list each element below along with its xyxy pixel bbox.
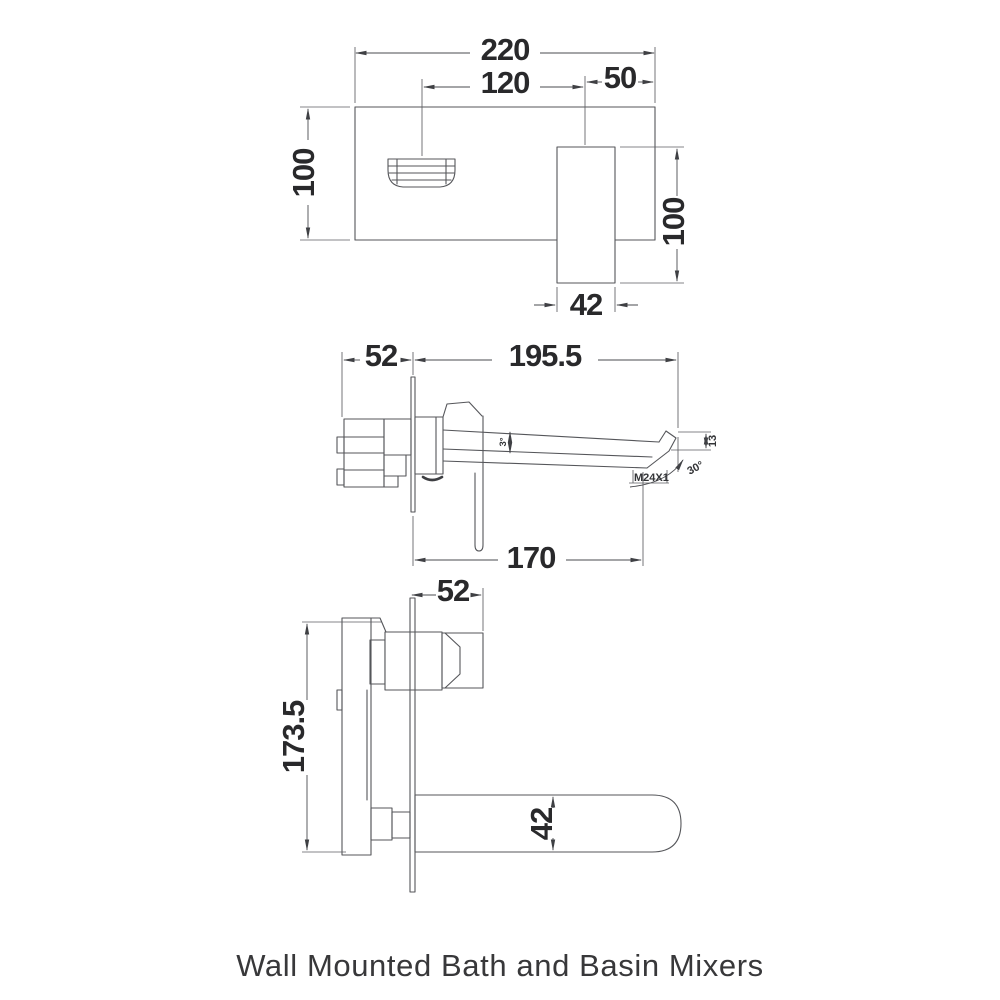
- dim-plate-height: [286, 107, 350, 240]
- concealed-valve-body: [337, 419, 411, 487]
- side-view-bath: [276, 573, 681, 892]
- handle-front-outline: [557, 147, 615, 283]
- dim-handle-offset: [585, 60, 653, 145]
- side-view-basin: [337, 338, 719, 575]
- dim-spout-reach-label: 195.5: [508, 338, 582, 373]
- dim-tip-height-label: 13: [707, 434, 719, 448]
- dim-basin-wall-depth: [342, 338, 413, 417]
- dim-bath-spout-height: [524, 797, 559, 850]
- dim-spout-offset-label: 120: [480, 65, 530, 100]
- dim-tip-angle-label: 30°: [685, 459, 706, 478]
- dim-spout-slope-label: 3°: [498, 437, 509, 447]
- dim-body-height: [276, 622, 382, 852]
- dim-bath-wall-depth-label: 52: [436, 573, 470, 608]
- spout-side-profile: [443, 430, 676, 468]
- dim-body-height-label: 173.5: [276, 700, 311, 774]
- dim-handle-offset-label: 50: [603, 60, 637, 95]
- dim-underside-reach-label: 170: [506, 540, 556, 575]
- dim-underside-reach: [413, 472, 643, 575]
- dim-handle-height-label: 100: [656, 197, 691, 247]
- dim-basin-wall-depth-label: 52: [364, 338, 398, 373]
- dim-bath-wall-depth: [412, 573, 483, 631]
- dim-plate-width-label: 220: [480, 32, 530, 67]
- front-view: [286, 32, 691, 322]
- dim-bath-spout-height-label: 42: [524, 807, 559, 841]
- dim-plate-height-label: 100: [286, 148, 321, 198]
- dim-spout-slope: [498, 432, 510, 453]
- valve-profile-bath: [385, 632, 483, 690]
- dim-handle-width: [534, 287, 638, 322]
- plate-edge: [411, 377, 415, 512]
- aerator-thread-callout: [629, 470, 669, 484]
- aerator-thread-label: M24X1: [634, 472, 669, 484]
- dim-spout-offset: [422, 65, 583, 156]
- dim-handle-width-label: 42: [569, 287, 603, 322]
- spout-front-outline: [388, 159, 455, 187]
- dim-spout-reach: [415, 338, 678, 472]
- drawing-caption: Wall Mounted Bath and Basin Mixers: [236, 948, 764, 983]
- valve-and-lever: [415, 402, 483, 551]
